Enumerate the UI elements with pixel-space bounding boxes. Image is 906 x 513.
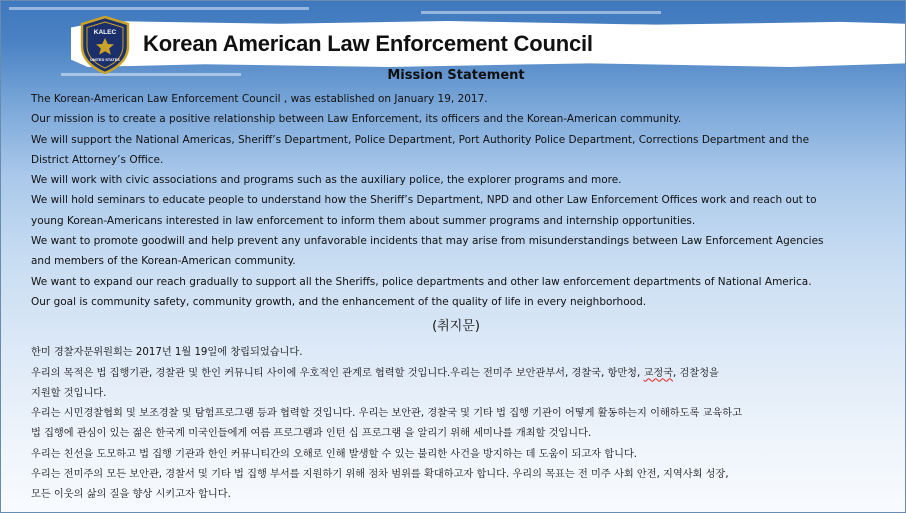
mission-line: We will support the National Americas, Sheriff’s Department, Police Department, Port Authority Police Department, Corrections Department and the [31, 133, 810, 146]
korean-line: 법 집행에 관심이 있는 젊은 한국계 미국인들에게 여름 프로그램과 인턴 십 프로그램 을 알리기 위해 세미나를 개최할 것입니다. [31, 428, 592, 440]
kalec-badge-icon [79, 16, 131, 74]
svg-text:UNITED STATES: UNITED STATES [90, 58, 120, 62]
mission-line: and members of the Korean-American community. [31, 255, 296, 268]
mission-english [31, 89, 881, 312]
mission-statement-heading: Mission Statement [387, 68, 525, 83]
korean-line: 모든 이웃의 삶의 질을 향상 시키고자 합니다. [31, 489, 231, 501]
main-content [31, 67, 881, 506]
korean-line: 지원할 것입니다. [31, 387, 107, 399]
korean-line: 한미 경찰자문위원회는 2017년 1월 19일에 창립되었습니다. [31, 347, 303, 359]
mission-korean [31, 343, 881, 505]
korean-heading: (취지문) [432, 319, 480, 335]
korean-line: 우리는 전미주의 모든 보안관, 경찰서 및 기타 법 집행 부서를 지원하기 위해 점차 범위를 확대하고자 합니다. 우리의 목표는 전 미주 사회 안전, 지역사회 성장, [31, 469, 729, 481]
mission-line: We will work with civic associations and programs such as the auxiliary police, the explorer programs and more. [31, 174, 622, 187]
korean-line: 우리는 친선을 도모하고 법 집행 기관과 한인 커뮤니티간의 오해로 인해 발생할 수 있는 불리한 사건을 방지하는 데 도움이 되고자 합니다. [31, 448, 638, 460]
mission-line: Our goal is community safety, community growth, and the enhancement of the quality of life in every neighborhood. [31, 295, 647, 308]
mission-line: The Korean-American Law Enforcement Council , was established on January 19, 2017. [31, 93, 488, 105]
page-title: Korean American Law Enforcement Council [143, 31, 593, 56]
korean-line: 우리의 목적은 법 집행기관, 경찰관 및 한인 커뮤니티 사이에 우호적인 관계로 협력할 것입니다.우리는 전미주 보안관부서, 경찰국, 항만청, 교정국, 검찰청을 [31, 367, 719, 379]
mission-line: Our mission is to create a positive relationship between Law Enforcement, its officers and the Korean-American community. [31, 113, 682, 126]
mission-line: young Korean-Americans interested in law enforcement to inform them about summer programs and internship opportunities. [31, 214, 696, 227]
mission-line: District Attorney’s Office. [31, 153, 164, 166]
mission-line: We want to expand our reach gradually to support all the Sheriffs, police departments and other law enforcement departments of National America. [31, 275, 812, 288]
korean-line: 우리는 시민경찰협회 및 보조경찰 및 탐험프로그램 등과 협력할 것입니다. 우리는 보안관, 경찰국 및 기타 법 집행 기관이 어떻게 활동하는지 이해하도록 교육하고 [31, 408, 742, 420]
brush-stroke [421, 11, 661, 14]
svg-text:KALEC: KALEC [93, 29, 117, 36]
mission-line: We want to promote goodwill and help prevent any unfavorable incidents that may arise from misunderstandings between Law Enforcement Agencies [31, 235, 824, 248]
spellcheck-underlined-word: 교정국 [643, 367, 674, 379]
brush-stroke [9, 7, 309, 10]
mission-line: We will hold seminars to educate people to understand how the Sheriff’s Department, NPD and other Law Enforcement Offices work and reach out to [31, 194, 817, 207]
